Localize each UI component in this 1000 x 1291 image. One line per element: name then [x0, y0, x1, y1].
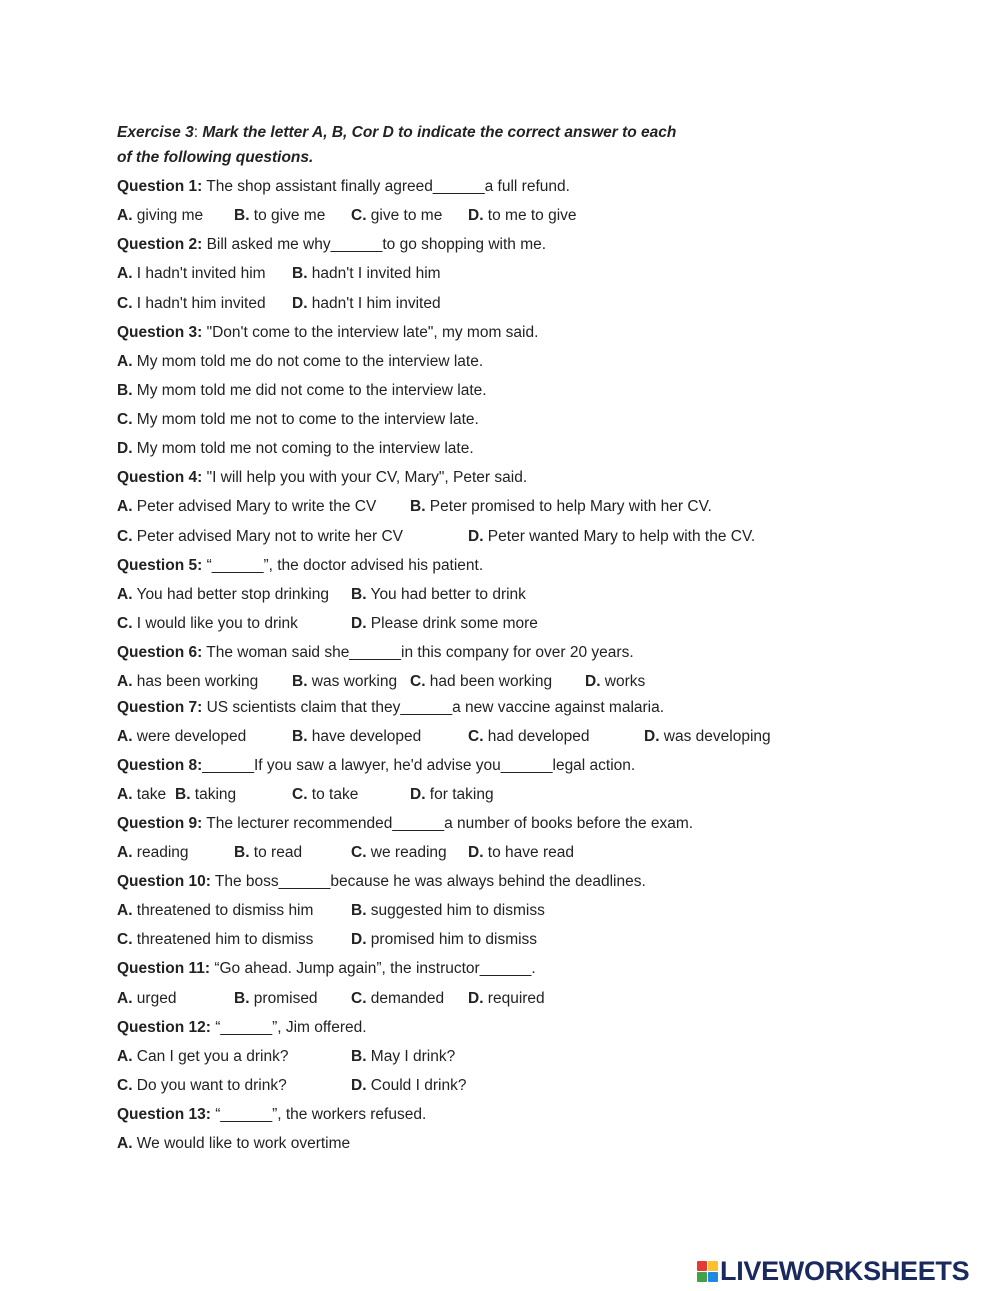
- option-letter: C.: [117, 931, 133, 948]
- question-label: Question 2:: [117, 236, 203, 253]
- question-label: Question 9:: [117, 815, 203, 832]
- answer-option[interactable]: [234, 989, 318, 1009]
- answer-option[interactable]: [351, 614, 538, 634]
- option-letter: C.: [117, 528, 133, 545]
- question-text: The shop assistant finally agreed______a full refund.: [202, 178, 570, 195]
- option-row: [117, 1047, 837, 1067]
- option-text: to give me: [249, 207, 326, 224]
- option-letter: B.: [292, 265, 308, 282]
- option-letter: A.: [117, 1048, 133, 1065]
- option-letter: A.: [117, 586, 133, 603]
- option-text: We would like to work overtime: [132, 1135, 351, 1152]
- option-text: were developed: [132, 728, 247, 745]
- option-letter: C.: [468, 728, 484, 745]
- option-letter: C.: [351, 207, 367, 224]
- answer-option[interactable]: [351, 901, 545, 921]
- option-text: May I drink?: [366, 1048, 456, 1065]
- question-12: [117, 1018, 367, 1038]
- answer-option[interactable]: [117, 727, 246, 747]
- question-label: Question 1:: [117, 178, 203, 195]
- option-text: to take: [307, 786, 359, 803]
- answer-option[interactable]: [117, 1134, 350, 1154]
- answer-option[interactable]: [351, 1076, 466, 1096]
- option-text: Can I get you a drink?: [132, 1048, 289, 1065]
- option-letter: A.: [117, 728, 133, 745]
- option-text: hadn't I him invited: [307, 295, 441, 312]
- question-text: “______”, the workers refused.: [210, 1106, 427, 1123]
- answer-option[interactable]: [117, 1076, 287, 1096]
- logo-block: [697, 1272, 707, 1282]
- question-9: [117, 814, 693, 834]
- question-3: [117, 323, 538, 343]
- question-13: [117, 1105, 426, 1125]
- logo-block: [708, 1261, 718, 1271]
- option-letter: C.: [117, 1077, 133, 1094]
- option-letter: B.: [292, 728, 308, 745]
- option-letter: B.: [292, 673, 308, 690]
- option-letter: D.: [585, 673, 601, 690]
- option-letter: B.: [351, 1048, 367, 1065]
- option-text: Please drink some more: [366, 615, 538, 632]
- exercise-instruction-line1: Mark the letter A, B, Cor D to indicate the correct answer to each: [202, 124, 677, 141]
- option-text: Peter advised Mary to write the CV: [132, 498, 377, 515]
- answer-option[interactable]: [117, 989, 176, 1009]
- option-row: [117, 381, 837, 401]
- answer-option[interactable]: [117, 901, 313, 921]
- option-letter: C.: [351, 844, 367, 861]
- option-text: giving me: [132, 207, 204, 224]
- answer-option[interactable]: [117, 206, 203, 226]
- option-letter: A.: [117, 353, 133, 370]
- option-letter: A.: [117, 207, 133, 224]
- option-text: My mom told me not coming to the interview late.: [132, 440, 474, 457]
- answer-option[interactable]: [585, 672, 645, 692]
- answer-option[interactable]: [117, 410, 479, 430]
- option-letter: D.: [351, 931, 367, 948]
- option-row: [117, 352, 837, 372]
- answer-option[interactable]: [292, 264, 441, 284]
- option-row: [117, 727, 837, 747]
- answer-option[interactable]: [468, 843, 574, 863]
- answer-option[interactable]: [117, 264, 266, 284]
- option-letter: D.: [468, 990, 484, 1007]
- question-8: [117, 756, 635, 776]
- option-text: urged: [132, 990, 177, 1007]
- exercise-heading: [117, 123, 676, 143]
- question-label: Question 11:: [117, 960, 211, 977]
- answer-option[interactable]: [468, 206, 577, 226]
- question-text: Bill asked me why______to go shopping with me.: [202, 236, 547, 253]
- question-5: [117, 556, 483, 576]
- option-row: [117, 901, 837, 921]
- answer-option[interactable]: [410, 497, 712, 517]
- answer-option[interactable]: [175, 785, 236, 805]
- question-label: Question 8:: [117, 757, 203, 774]
- option-letter: C.: [410, 673, 426, 690]
- option-letter: D.: [644, 728, 660, 745]
- option-row: [117, 497, 837, 517]
- logo-blocks-icon: [697, 1261, 718, 1282]
- option-text: works: [600, 673, 646, 690]
- option-letter: D.: [468, 844, 484, 861]
- answer-option[interactable]: [351, 930, 537, 950]
- option-row: [117, 264, 837, 284]
- option-text: was working: [307, 673, 398, 690]
- option-text: reading: [132, 844, 189, 861]
- option-text: take: [132, 786, 167, 803]
- question-7: [117, 698, 664, 718]
- option-letter: A.: [117, 786, 133, 803]
- question-text: "Don't come to the interview late", my mom said.: [202, 324, 539, 341]
- question-2: [117, 235, 546, 255]
- answer-option[interactable]: [468, 527, 755, 547]
- option-letter: C.: [117, 295, 133, 312]
- option-letter: C.: [117, 615, 133, 632]
- option-letter: A.: [117, 265, 133, 282]
- question-label: Question 6:: [117, 644, 203, 661]
- question-text: "I will help you with your CV, Mary", Peter said.: [202, 469, 528, 486]
- answer-option[interactable]: [117, 381, 487, 401]
- option-letter: D.: [351, 1077, 367, 1094]
- question-text: The lecturer recommended______a number of books before the exam.: [202, 815, 694, 832]
- option-text: had developed: [483, 728, 590, 745]
- answer-option[interactable]: [351, 989, 444, 1009]
- question-text: ______If you saw a lawyer, he'd advise you______legal action.: [202, 757, 636, 774]
- option-letter: A.: [117, 902, 133, 919]
- option-letter: A.: [117, 673, 133, 690]
- logo-text: LIVEWORKSHEETS: [720, 1255, 970, 1286]
- answer-option[interactable]: [117, 585, 329, 605]
- option-letter: B.: [351, 902, 367, 919]
- option-text: was developing: [659, 728, 771, 745]
- option-text: hadn't I invited him: [307, 265, 441, 282]
- answer-option[interactable]: [292, 785, 358, 805]
- answer-option[interactable]: [117, 527, 403, 547]
- answer-option[interactable]: [117, 672, 258, 692]
- option-row: [117, 1076, 837, 1096]
- option-text: Could I drink?: [366, 1077, 467, 1094]
- question-11: [117, 959, 536, 979]
- question-label: Question 13:: [117, 1106, 211, 1123]
- option-row: [117, 439, 837, 459]
- option-letter: A.: [117, 1135, 133, 1152]
- option-letter: D.: [468, 207, 484, 224]
- option-text: to have read: [483, 844, 574, 861]
- question-text: “______”, the doctor advised his patient.: [202, 557, 484, 574]
- option-text: promised him to dismiss: [366, 931, 538, 948]
- answer-option[interactable]: [117, 930, 313, 950]
- option-row: [117, 989, 837, 1009]
- option-row: [117, 206, 837, 226]
- answer-option[interactable]: [117, 352, 483, 372]
- exercise-separator: :: [193, 124, 203, 141]
- option-text: give to me: [366, 207, 443, 224]
- option-text: for taking: [425, 786, 494, 803]
- logo-block: [697, 1261, 707, 1271]
- question-6: [117, 643, 634, 663]
- option-letter: B.: [117, 382, 133, 399]
- option-text: had been working: [425, 673, 553, 690]
- question-text: “Go ahead. Jump again”, the instructor______.: [210, 960, 536, 977]
- option-text: I hadn't invited him: [132, 265, 266, 282]
- answer-option[interactable]: [351, 1047, 455, 1067]
- answer-option[interactable]: [234, 206, 325, 226]
- liveworksheets-logo: [697, 1255, 969, 1287]
- option-row: [117, 843, 837, 863]
- question-text: US scientists claim that they______a new vaccine against malaria.: [202, 699, 665, 716]
- option-text: Peter wanted Mary to help with the CV.: [483, 528, 756, 545]
- option-text: My mom told me did not come to the interview late.: [132, 382, 487, 399]
- question-label: Question 12:: [117, 1019, 211, 1036]
- answer-option[interactable]: [117, 439, 474, 459]
- answer-option[interactable]: [117, 843, 189, 863]
- answer-option[interactable]: [468, 727, 590, 747]
- question-text: The boss______because he was always behind the deadlines.: [210, 873, 646, 890]
- answer-option[interactable]: [292, 294, 441, 314]
- option-row: [117, 614, 837, 634]
- answer-option[interactable]: [117, 497, 376, 517]
- option-letter: D.: [117, 440, 133, 457]
- option-row: [117, 1134, 837, 1154]
- answer-option[interactable]: [351, 585, 526, 605]
- option-letter: D.: [468, 528, 484, 545]
- answer-option[interactable]: [234, 843, 302, 863]
- answer-option[interactable]: [410, 785, 494, 805]
- option-text: You had better to drink: [366, 586, 526, 603]
- question-text: “______”, Jim offered.: [210, 1019, 367, 1036]
- option-text: I would like you to drink: [132, 615, 298, 632]
- option-letter: A.: [117, 844, 133, 861]
- option-text: Peter advised Mary not to write her CV: [132, 528, 404, 545]
- option-letter: B.: [410, 498, 426, 515]
- option-row: [117, 527, 837, 547]
- answer-option[interactable]: [644, 727, 771, 747]
- question-label: Question 10:: [117, 873, 211, 890]
- option-text: You had better stop drinking: [132, 586, 329, 603]
- answer-option[interactable]: [351, 206, 442, 226]
- option-row: [117, 785, 837, 805]
- answer-option[interactable]: [292, 727, 421, 747]
- question-4: [117, 468, 527, 488]
- question-1: [117, 177, 570, 197]
- option-text: have developed: [307, 728, 422, 745]
- answer-option[interactable]: [117, 294, 266, 314]
- answer-option[interactable]: [292, 672, 397, 692]
- option-letter: D.: [292, 295, 308, 312]
- option-letter: B.: [175, 786, 191, 803]
- answer-option[interactable]: [468, 989, 545, 1009]
- option-letter: B.: [351, 586, 367, 603]
- answer-option[interactable]: [117, 785, 166, 805]
- option-text: threatened him to dismiss: [132, 931, 314, 948]
- option-row: [117, 294, 837, 314]
- answer-option[interactable]: [351, 843, 447, 863]
- answer-option[interactable]: [410, 672, 552, 692]
- question-label: Question 3:: [117, 324, 203, 341]
- option-letter: C.: [117, 411, 133, 428]
- exercise-label: Exercise 3: [117, 124, 194, 141]
- option-letter: A.: [117, 498, 133, 515]
- option-letter: C.: [351, 990, 367, 1007]
- option-text: taking: [190, 786, 237, 803]
- option-row: [117, 672, 837, 692]
- option-row: [117, 410, 837, 430]
- question-label: Question 5:: [117, 557, 203, 574]
- option-row: [117, 930, 837, 950]
- option-text: I hadn't him invited: [132, 295, 266, 312]
- option-text: suggested him to dismiss: [366, 902, 545, 919]
- option-letter: D.: [351, 615, 367, 632]
- answer-option[interactable]: [117, 1047, 288, 1067]
- option-text: required: [483, 990, 545, 1007]
- option-letter: B.: [234, 990, 250, 1007]
- option-letter: B.: [234, 844, 250, 861]
- option-text: to me to give: [483, 207, 577, 224]
- question-label: Question 4:: [117, 469, 203, 486]
- option-text: Do you want to drink?: [132, 1077, 287, 1094]
- option-text: promised: [249, 990, 318, 1007]
- question-label: Question 7:: [117, 699, 203, 716]
- logo-block: [708, 1272, 718, 1282]
- option-row: [117, 585, 837, 605]
- option-text: Peter promised to help Mary with her CV.: [425, 498, 712, 515]
- option-letter: A.: [117, 990, 133, 1007]
- question-text: The woman said she______in this company for over 20 years.: [202, 644, 634, 661]
- option-text: has been working: [132, 673, 259, 690]
- option-letter: B.: [234, 207, 250, 224]
- option-text: My mom told me do not come to the interview late.: [132, 353, 484, 370]
- option-letter: C.: [292, 786, 308, 803]
- option-text: threatened to dismiss him: [132, 902, 314, 919]
- option-letter: D.: [410, 786, 426, 803]
- answer-option[interactable]: [117, 614, 298, 634]
- question-10: [117, 872, 646, 892]
- option-text: to read: [249, 844, 303, 861]
- option-text: demanded: [366, 990, 445, 1007]
- exercise-instruction-line2: of the following questions.: [117, 149, 314, 166]
- option-text: My mom told me not to come to the interview late.: [132, 411, 479, 428]
- option-text: we reading: [366, 844, 447, 861]
